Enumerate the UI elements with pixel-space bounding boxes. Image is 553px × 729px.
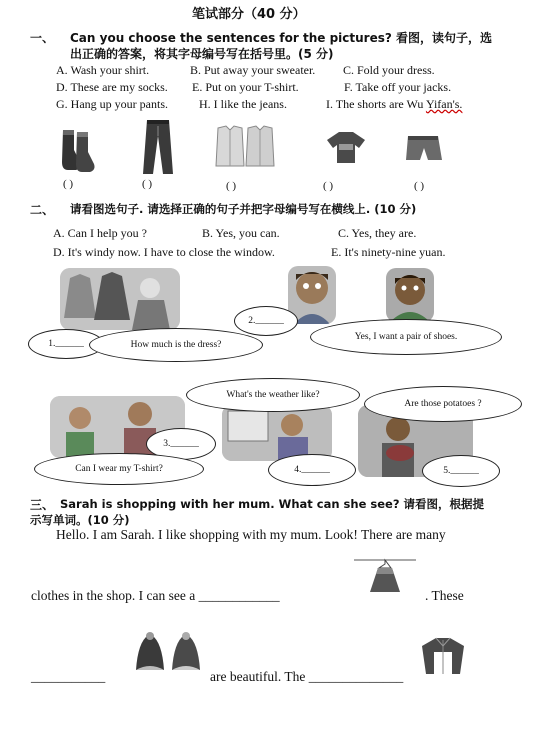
option-f: F. Take off your jacks.: [344, 80, 452, 94]
passage-blank-3[interactable]: ___________: [31, 669, 106, 684]
answer-bubble-2[interactable]: 2.______: [234, 306, 298, 336]
option-a: A. Wash your shirt.: [56, 63, 150, 77]
skirt-on-hanger-icon: [352, 556, 418, 598]
section-number-3: 三、: [30, 498, 55, 512]
option-c: C. Fold your dress.: [343, 63, 435, 77]
option-g: G. Hang up your pants.: [56, 97, 168, 111]
passage-line-2: clothes in the shop. I can see a ____________: [31, 588, 280, 603]
part3-instruction-line1: Sarah is shopping with her mum. What can she see? 请看图，根据提: [60, 497, 485, 511]
part1-instruction-line2: 出正确的答案，将其字母编号写在括号里。(5 分): [70, 47, 334, 61]
shorts-icon: [404, 132, 444, 166]
hats-icon: [128, 628, 206, 674]
tshirt-icon: [325, 130, 367, 166]
speech-bubble-dress: How much is the dress?: [89, 328, 263, 362]
part2-option-a: A. Can I help you ?: [53, 226, 147, 240]
option-e: E. Put on your T-shirt.: [192, 80, 299, 94]
answer-bubble-3[interactable]: 3.______: [146, 428, 216, 460]
option-b: B. Put away your sweater.: [190, 63, 316, 77]
option-i: I. The shorts are Wu Yifan's.: [326, 97, 463, 111]
part2-option-d: D. It's windy now. I have to close the window.: [53, 245, 275, 259]
section-number-1: 一、: [30, 31, 55, 45]
socks-icon: [55, 126, 100, 176]
shoe-seller-picture: [386, 268, 434, 322]
dress-shop-picture: [60, 268, 180, 330]
part2-option-b: B. Yes, you can.: [202, 226, 280, 240]
passage-line-1: Hello. I am Sarah. I like shopping with my mum. Look! There are many: [56, 527, 446, 542]
part2-option-c: C. Yes, they are.: [338, 226, 417, 240]
speech-bubble-shoes: Yes, I want a pair of shoes.: [310, 319, 502, 355]
option-d: D. These are my socks.: [56, 80, 168, 94]
shirts-icon: [212, 124, 280, 170]
window-scene-picture: [222, 405, 332, 461]
part3-instruction-line2: 示写单词。(10 分): [30, 513, 130, 527]
answer-blank-1[interactable]: ( ): [63, 178, 74, 190]
answer-bubble-5[interactable]: 5.______: [422, 455, 500, 487]
page-title: 笔试部分（40 分）: [192, 7, 306, 22]
passage-line-2-end: . These: [425, 588, 464, 603]
answer-blank-3[interactable]: ( ): [226, 180, 237, 192]
jacket-icon: [418, 636, 468, 676]
answer-blank-4[interactable]: ( ): [323, 180, 334, 192]
option-h: H. I like the jeans.: [199, 97, 287, 111]
answer-bubble-1[interactable]: 1.______: [28, 329, 104, 359]
speech-bubble-tshirt: Can I wear my T-shirt?: [34, 453, 204, 485]
speech-bubble-weather: What's the weather like?: [186, 378, 360, 412]
part1-instruction-line1: Can you choose the sentences for the pictures? 看图，读句子，选: [70, 31, 493, 45]
speech-bubble-potatoes: Are those potatoes ?: [364, 386, 522, 422]
part2-option-e: E. It's ninety-nine yuan.: [331, 245, 446, 259]
answer-bubble-4[interactable]: 4.______: [268, 454, 356, 486]
section-number-2: 二、: [30, 203, 55, 217]
part2-instruction: 请看图选句子. 请选择正确的句子并把字母编号写在横线上. (10 分): [70, 202, 417, 216]
jeans-icon: [143, 118, 175, 176]
answer-blank-5[interactable]: ( ): [414, 180, 425, 192]
answer-blank-2[interactable]: ( ): [142, 178, 153, 190]
passage-line-3: are beautiful. The ______________: [210, 669, 404, 684]
